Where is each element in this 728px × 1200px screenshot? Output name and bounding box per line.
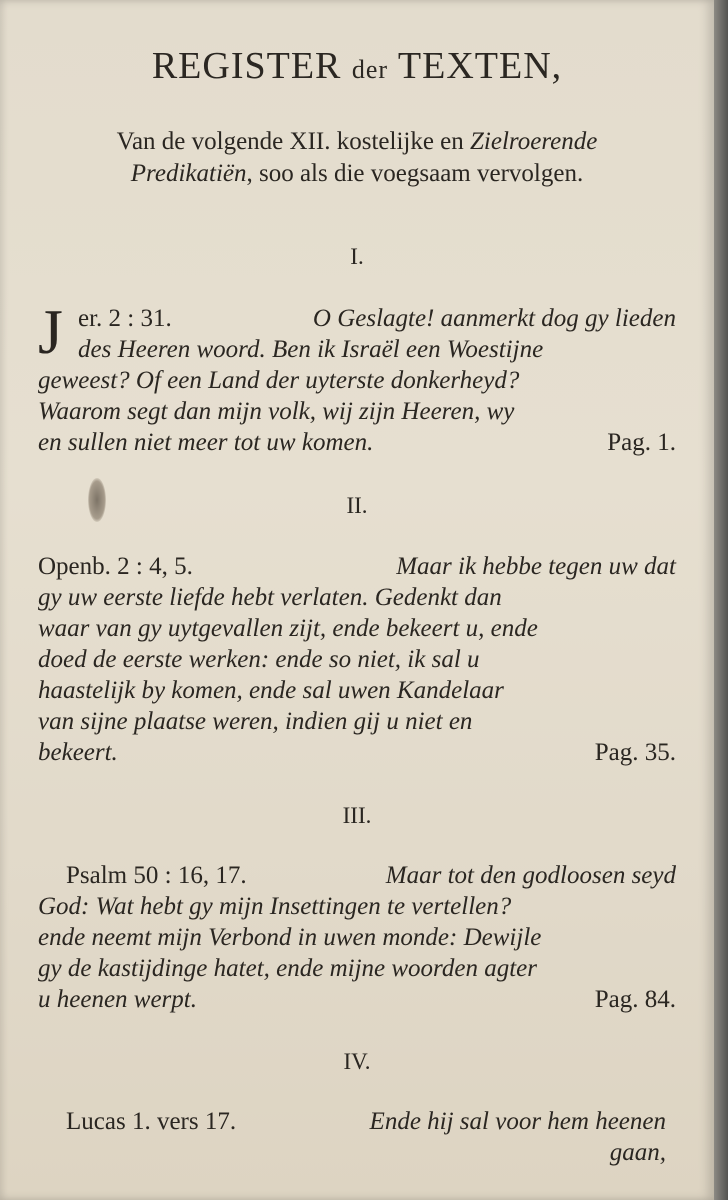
scripture-reference: Psalm 50 : 16, 17. [66, 862, 247, 889]
title-der: der [351, 55, 389, 84]
text-line [38, 739, 676, 770]
text-line [38, 429, 676, 460]
verse-text: O Geslagte! aanmerkt dog gy lieden [312, 305, 676, 332]
intro-text: , soo als die voegsaam vervolgen. [246, 160, 584, 187]
verse-text: doed de eerste werken: ende so niet, ik sal u [38, 646, 480, 673]
verse-text: bekeert. [38, 739, 118, 766]
text-line [38, 955, 676, 986]
verse-text: geweest? Of een Land der uyterste donkerheyd? [38, 367, 520, 394]
text-line [38, 584, 676, 615]
verse-text: haastelijk by komen, ende sal uwen Kandelaar [38, 677, 504, 704]
section-numeral-1: I. [350, 244, 364, 269]
title-texten: TEXTEN [397, 45, 552, 87]
scripture-reference: Lucas 1. vers 17. [66, 1108, 237, 1135]
intro-line-1 [50, 126, 664, 158]
verse-text: Maar ik hebbe tegen uw dat [396, 553, 676, 580]
verse-text: Ende hij sal voor hem heenen [369, 1108, 666, 1135]
title-comma: , [551, 45, 563, 87]
verse-text: Waarom segt dan mijn volk, wij zijn Heeren, wy [38, 398, 515, 425]
page-reference: Pag. 84. [594, 986, 676, 1013]
verse-text: God: Wat hebt gy mijn Insettingen te vertellen? [38, 893, 512, 920]
title-register: REGISTER [151, 45, 342, 87]
intro-text: Van de volgende XII. kostelijke en [116, 128, 471, 155]
text-line [78, 336, 676, 367]
verse-text: gy de kastijdinge hatet, ende mijne woorden agter [38, 955, 537, 982]
verse-text: gaan, [609, 1139, 666, 1166]
verse-text: waar van gy uytgevallen zijt, ende bekeert u, ende [38, 615, 538, 642]
scripture-reference: er. 2 : 31. [78, 305, 172, 332]
text-line [78, 305, 676, 336]
text-line [38, 677, 676, 708]
section-numeral-2: II. [346, 493, 368, 518]
text-line [38, 893, 676, 924]
text-line [66, 862, 676, 893]
verse-text: Maar tot den godloosen seyd [385, 862, 676, 889]
section-numeral-4: IV. [343, 1049, 371, 1074]
page-title [0, 44, 714, 88]
verse-text: des Heeren woord. Ben ik Israël een Woestijne [78, 336, 544, 363]
verse-text: u heenen werpt. [38, 986, 197, 1013]
verse-text: ende neemt mijn Verbond in uwen monde: Dewijle [38, 924, 542, 951]
text-line [38, 398, 676, 429]
text-line [66, 1108, 666, 1139]
text-line [38, 924, 676, 955]
scripture-reference: Openb. 2 : 4, 5. [38, 553, 193, 580]
verse-text: en sullen niet meer tot uw komen. [38, 429, 374, 456]
intro-italic: Zielroerende [470, 128, 598, 155]
text-line [66, 1139, 666, 1170]
text-line [38, 986, 676, 1017]
text-line [38, 553, 676, 584]
text-line [38, 367, 676, 398]
page-reference: Pag. 1. [607, 429, 676, 456]
section-numeral-3: III. [342, 803, 372, 828]
text-line [38, 708, 676, 739]
text-line [38, 646, 676, 677]
verse-text: gy uw eerste liefde hebt verlaten. Gedenkt dan [38, 584, 502, 611]
intro-italic: Predikatiën [130, 160, 247, 187]
page-reference: Pag. 35. [594, 739, 676, 766]
text-line [38, 615, 676, 646]
intro-line-2 [50, 158, 664, 190]
verse-text: van sijne plaatse weren, indien gij u niet en [38, 708, 473, 735]
book-edge [714, 0, 728, 1200]
drop-cap: J [38, 296, 63, 367]
